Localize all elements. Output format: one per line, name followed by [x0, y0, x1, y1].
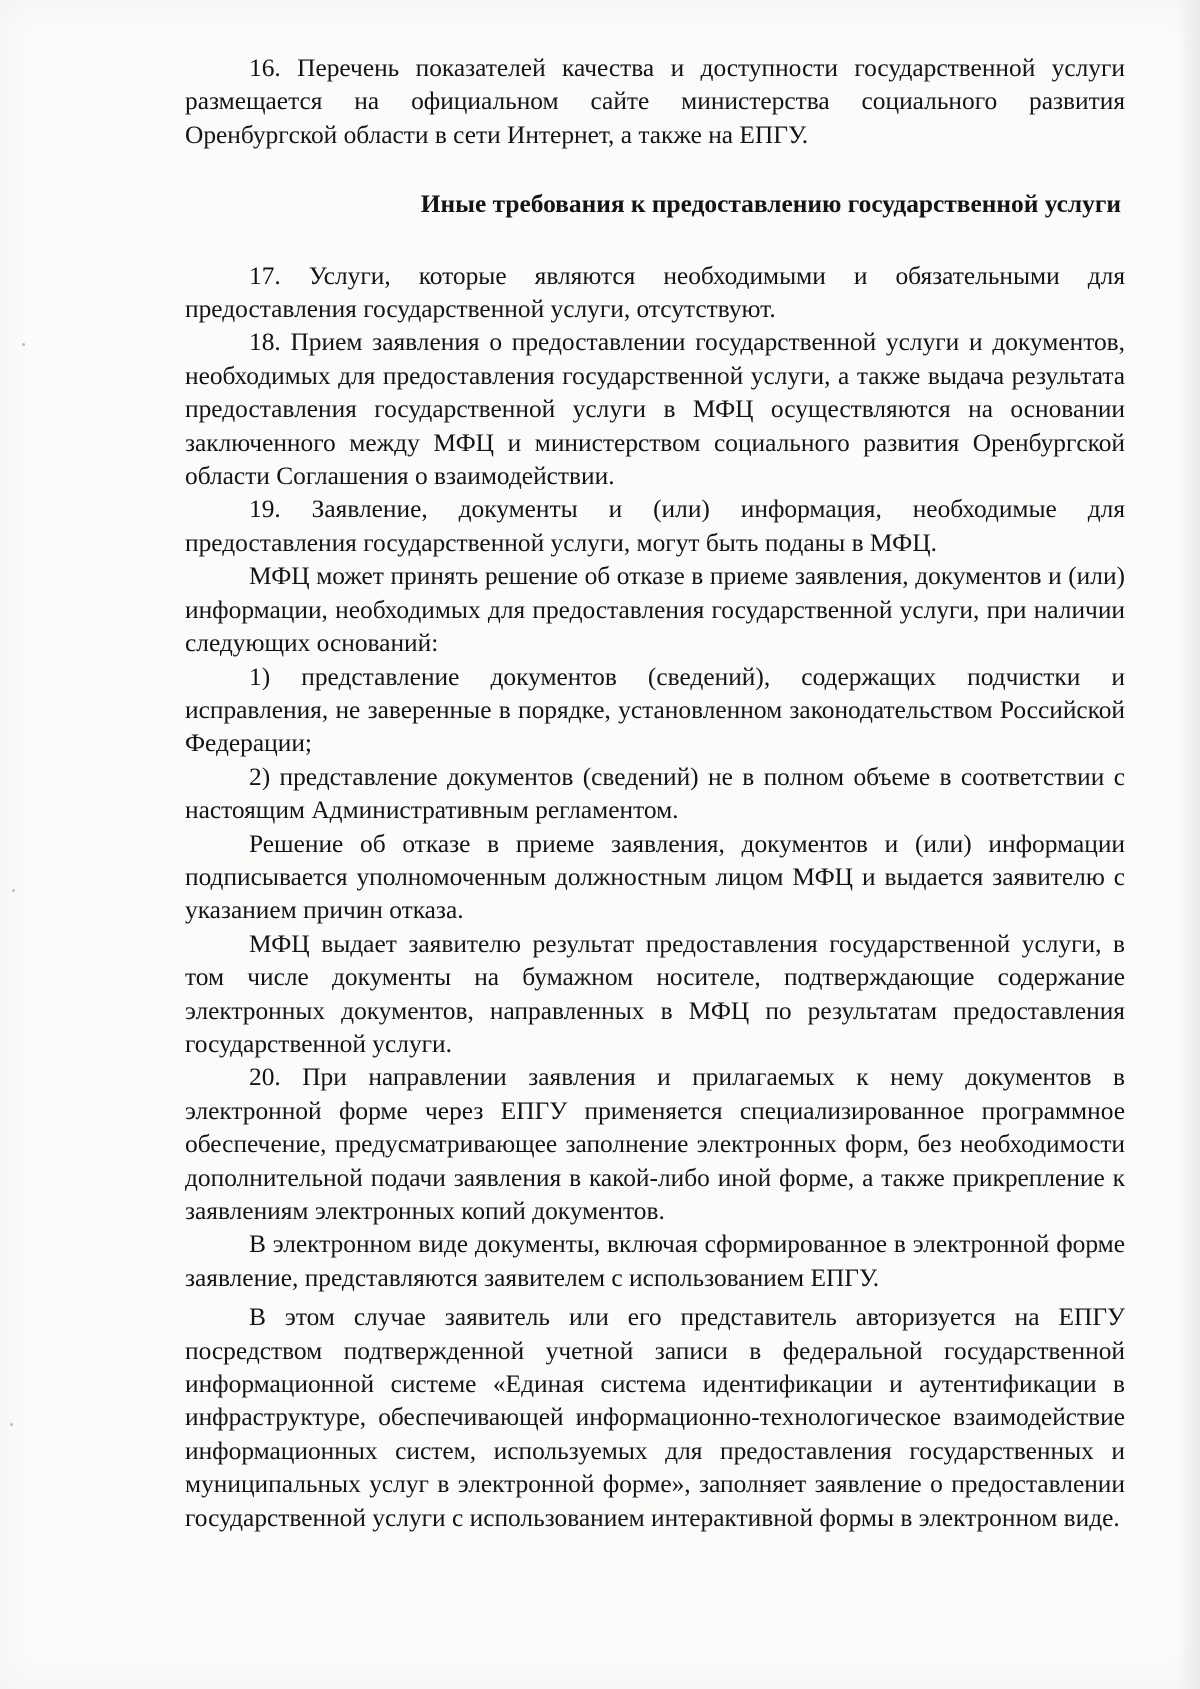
scan-shadow-edge [1178, 0, 1200, 1689]
paragraph-authorization: В этом случае заявитель или его представитель авторизуется на ЕПГУ посредством подтвержденной учетной записи в федеральной государственной информационной системе «Единая система идентификации и аутентификации в инфраструктуре, обеспечивающей информационно-технологическое взаимодействие информационных систем, используемых для предоставления государственных и муниципальных услуг в электронной форме», заполняет заявление о предоставлении государственной услуги с использованием интерактивной формы в электронном виде. [185, 1303, 1125, 1532]
paragraph-decision: Решение об отказе в приеме заявления, документов и (или) информации подписывается уполномоченным должностным лицом МФЦ и выдается заявителю с указанием причин отказа. [185, 829, 1125, 925]
paragraph-electronic: В электронном виде документы, включая сформированное в электронной форме заявление, представляются заявителем с использованием ЕПГУ. [185, 1230, 1125, 1292]
paragraph-20: 20. При направлении заявления и прилагаемых к нему документов в электронной форме через ЕПГУ применяется специализированное программное обеспечение, предусматривающее заполнение электронных форм, без необходимости дополнительной подачи заявления в какой-либо иной форме, а также прикрепление к заявлениям электронных копий документов. [185, 1063, 1125, 1225]
refusal-ground-1: 1) представление документов (сведений), содержащих подчистки и исправления, не заверенные в порядке, установленном законодательством Российской Федерации; [185, 662, 1125, 758]
section-heading: Иные требования к предоставлению государственной услуги [420, 190, 1121, 219]
scan-speck [22, 343, 25, 346]
paragraph-16: 16. Перечень показателей качества и доступности государственной услуги размещается на официальном сайте министерства социального развития Оренбургской области в сети Интернет, а также на ЕПГУ. [185, 54, 1125, 149]
document-body [185, 52, 1125, 1535]
paragraph-19: 19. Заявление, документы и (или) информация, необходимые для предоставления государственной услуги, могут быть поданы в МФЦ. [185, 495, 1125, 557]
scan-speck [10, 1423, 13, 1426]
paragraph-issue: МФЦ выдает заявителю результат предоставления государственной услуги, в том числе документы на бумажном носителе, подтверждающие содержание электронных документов, направленных в МФЦ по результатам предоставления государственной услуги. [185, 929, 1125, 1058]
paragraph-18: 18. Прием заявления о предоставлении государственной услуги и документов, необходимых для предоставления государственной услуги, а также выдача результата предоставления государственной услуги в МФЦ осуществляются на основании заключенного между МФЦ и министерством социального развития Оренбургской области Соглашения о взаимодействии. [185, 328, 1125, 491]
paragraph-19-refusal: МФЦ может принять решение об отказе в приеме заявления, документов и (или) информации, необходимых для предоставления государственной услуги, при наличии следующих оснований: [185, 562, 1125, 658]
scan-speck [12, 889, 15, 892]
paragraph-17: 17. Услуги, которые являются необходимыми и обязательными для предоставления государственной услуги, отсутствуют. [185, 261, 1125, 324]
refusal-ground-2: 2) представление документов (сведений) не в полном объеме в соответствии с настоящим Административным регламентом. [185, 762, 1125, 825]
